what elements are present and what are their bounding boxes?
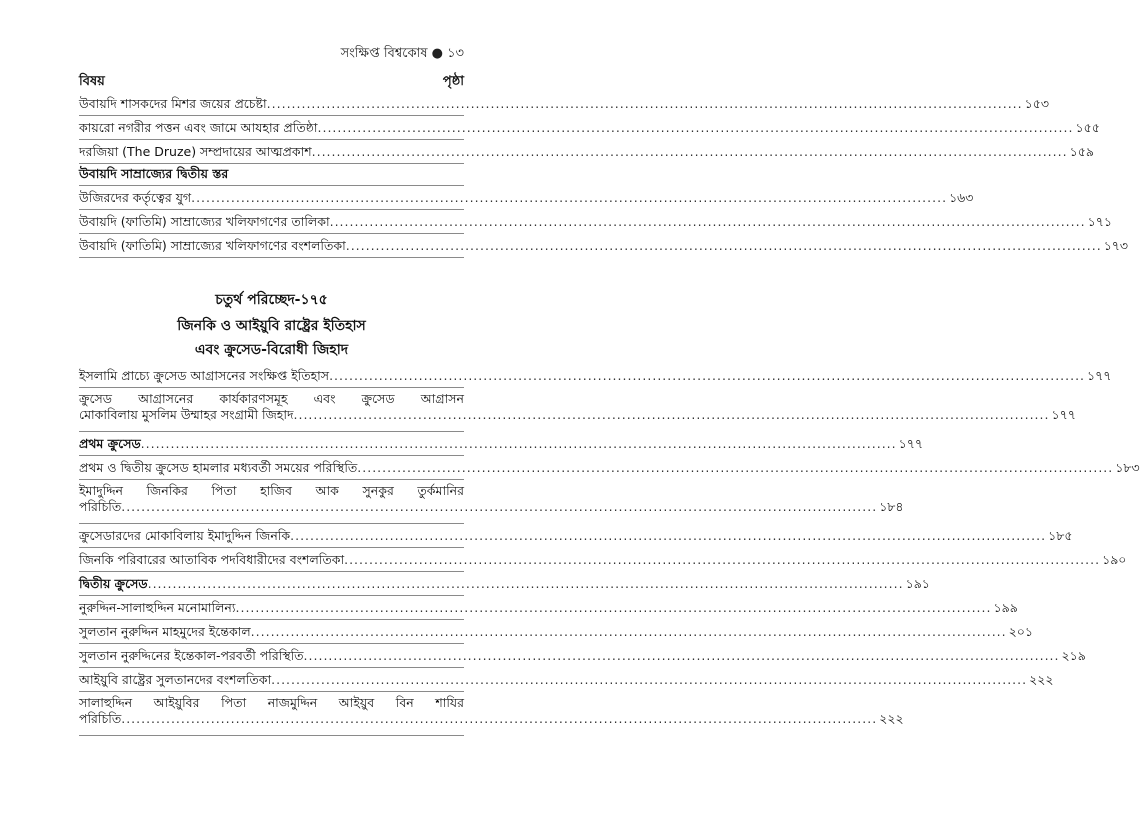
toc-row: [79, 524, 1073, 548]
toc-entry-title: ইসলামি প্রাচ্যে ক্রুসেড আগ্রাসনের সংক্ষিপ্ত ইতিহাস: [79, 368, 330, 383]
toc-entry-title: প্রথম ক্রুসেড: [79, 436, 141, 451]
subheading-row: [79, 164, 464, 186]
toc-row: [79, 620, 1034, 644]
toc-page-number: ১৫৫: [1075, 120, 1100, 135]
toc-header-page: পৃষ্ঠা: [442, 74, 464, 89]
leader-dots: ........................................................................................................................................................: [140, 436, 897, 451]
toc-entry-title: মোকাবিলায় মুসলিম উম্মাহর সংগ্রামী জিহাদ: [79, 407, 294, 422]
toc-row: [79, 548, 1127, 572]
leader-dots: ........................................................................................................................................................: [266, 96, 1023, 111]
toc-subheading: [79, 164, 464, 186]
toc-row: [79, 692, 904, 736]
toc-header-subject: বিষয়: [79, 74, 105, 89]
toc-row: [79, 92, 1049, 116]
toc-word: ক্রুসেড: [79, 391, 112, 406]
toc-entry-title: ক্রুসেডারদের মোকাবিলায় ইমাদুদ্দিন জিনকি: [79, 528, 291, 543]
leader-dots: ........................................................................................................................................................: [303, 648, 1060, 663]
toc-entry-title: জিনকি পরিবারের আতাবিক পদবিধারীদের বংশলতিকা: [79, 552, 345, 567]
chapter-heading: [79, 288, 464, 360]
toc-word: এবং: [313, 391, 336, 406]
toc-page-number: ১৭৭: [1051, 407, 1076, 422]
toc-word: তুর্কমানির: [417, 483, 464, 498]
toc-page-number: ২১৯: [1061, 648, 1086, 663]
chapter-subtitle: এবং ক্রুসেড-বিরোধী জিহাদ: [194, 342, 349, 358]
toc-page-number: ১৮৩: [1115, 460, 1140, 475]
toc-entry-title: উজিরদের কর্তৃত্বের যুগ: [79, 190, 192, 205]
toc-entry-title: সুলতান নুরুদ্দিন মাহমুদের ইন্তেকাল: [79, 624, 251, 639]
toc-word: সালাহুদ্দিন: [79, 695, 133, 710]
toc-row: [79, 432, 923, 456]
toc-page-number: ১৯১: [905, 576, 930, 591]
toc-row: [79, 644, 1086, 668]
toc-entry-title: উবায়দি (ফাতিমি) সাম্রাজ্যের খলিফাগণের বংশলতিকা: [79, 238, 346, 253]
toc-word: ইমাদুদ্দিন: [79, 483, 123, 498]
leader-dots: ........................................................................................................................................................: [250, 624, 1007, 639]
leader-dots: ........................................................................................................................................................: [271, 672, 1028, 687]
toc-row: [79, 210, 1112, 234]
toc-page-number: ১৮৫: [1048, 528, 1073, 543]
leader-dots: ........................................................................................................................................................: [293, 407, 1050, 422]
toc-entry-title: দ্বিতীয় ক্রুসেড: [79, 576, 148, 591]
toc-row: [79, 456, 1140, 480]
toc-page-number: ১৮৪: [879, 499, 904, 514]
subheading-text: উবায়দি সাম্রাজ্যের দ্বিতীয় স্তর: [79, 166, 229, 181]
toc-row-line1: [79, 695, 464, 711]
toc-word: আগ্রাসনের: [138, 391, 194, 406]
toc-page-number: ১৭৭: [1087, 368, 1112, 383]
leader-dots: ........................................................................................................................................................: [357, 460, 1114, 475]
toc-word: হাজিব: [260, 483, 293, 498]
leader-dots: ........................................................................................................................................................: [290, 528, 1047, 543]
leader-dots: ........................................................................................................................................................: [317, 120, 1074, 135]
toc-word: আইয়ুব: [338, 695, 375, 710]
leader-dots: ........................................................................................................................................................: [147, 576, 904, 591]
toc-page-number: ১৫৩: [1024, 96, 1049, 111]
leader-dots: ........................................................................................................................................................: [329, 368, 1086, 383]
toc-header: [79, 72, 464, 90]
running-head: সংক্ষিপ্ত বিশ্বকোষ ● ১৩: [340, 46, 464, 61]
toc-page-number: ১৭৭: [898, 436, 923, 451]
toc-page-number: ১৭৩: [1103, 238, 1129, 253]
toc-section-1: [79, 92, 1100, 164]
toc-word: আইয়ুবির: [153, 695, 200, 710]
toc-row: [79, 596, 1018, 620]
toc-row-line1: [79, 483, 464, 499]
toc-page-number: ২০১: [1008, 624, 1034, 639]
toc-word: আগ্রাসন: [420, 391, 464, 406]
chapter-number: চতুর্থ পরিচ্ছেদ-১৭৫: [215, 292, 328, 308]
leader-dots: ........................................................................................................................................................: [311, 144, 1068, 159]
toc-page-number: ১৭১: [1087, 214, 1112, 229]
leader-dots: ........................................................................................................................................................: [329, 214, 1086, 229]
toc-entry-title: উবায়দি (ফাতিমি) সাম্রাজ্যের খলিফাগণের তালিকা: [79, 214, 330, 229]
chapter-title: জিনকি ও আইয়ুবি রাষ্ট্রের ইতিহাস: [177, 318, 366, 334]
toc-word: বিন: [395, 695, 414, 710]
toc-page-number: ২২২: [1029, 672, 1054, 687]
toc-word: কার্যকারণসমূহ: [219, 391, 288, 406]
leader-dots: ........................................................................................................................................................: [235, 600, 992, 615]
toc-page-number: ১৯০: [1102, 552, 1127, 567]
toc-word: শাযির: [435, 695, 464, 710]
toc-section-3: [79, 364, 1140, 736]
toc-row: [79, 186, 974, 210]
toc-entry-title: পরিচিতি: [79, 499, 122, 514]
leader-dots: ........................................................................................................................................................: [344, 552, 1101, 567]
toc-entry-title: প্রথম ও দ্বিতীয় ক্রুসেড হামলার মধ্যবর্তী সময়ের পরিস্থিতি: [79, 460, 358, 475]
toc-word: আক: [315, 483, 339, 498]
toc-row: [79, 668, 1054, 692]
toc-word: সুনকুর: [362, 483, 394, 498]
toc-word: পিতা: [211, 483, 237, 498]
leader-dots: ........................................................................................................................................................: [345, 238, 1102, 253]
toc-row: [79, 480, 904, 524]
toc-word: পিতা: [221, 695, 247, 710]
toc-entry-title: নুরুদ্দিন-সালাহুদ্দিন মনোমালিন্য: [79, 600, 236, 615]
toc-word: ক্রুসেড: [361, 391, 395, 406]
toc-row-line2: [79, 499, 904, 515]
toc-word: নাজমুদ্দিন: [267, 695, 318, 710]
toc-entry-title: কায়রো নগরীর পত্তন এবং জামে আযহার প্রতিষ্ঠা: [79, 120, 318, 135]
leader-dots: ........................................................................................................................................................: [121, 711, 878, 726]
toc-page-number: ২২২: [879, 711, 904, 726]
toc-word: জিনকির: [146, 483, 188, 498]
toc-entry-title: উবায়দি শাসকদের মিশর জয়ের প্রচেষ্টা: [79, 96, 267, 111]
toc-row: [79, 140, 1094, 164]
toc-page-number: ১৯৯: [993, 600, 1018, 615]
toc-row: [79, 234, 1129, 258]
toc-row: [79, 364, 1112, 388]
toc-page-number: ১৫৯: [1069, 144, 1094, 159]
toc-row: [79, 572, 930, 596]
toc-section-2: [79, 186, 1129, 258]
toc-row-line1: [79, 391, 464, 407]
toc-row-line2: [79, 407, 1076, 423]
toc-entry-title: আইয়ুবি রাষ্ট্রের সুলতানদের বংশলতিকা: [79, 672, 272, 687]
toc-entry-title: দরজিয়া (The Druze) সম্প্রদায়ের আত্মপ্রকাশ: [79, 144, 312, 159]
toc-page-number: ১৬৩: [949, 190, 974, 205]
toc-row: [79, 388, 1076, 432]
toc-row: [79, 116, 1100, 140]
leader-dots: ........................................................................................................................................................: [191, 190, 948, 205]
toc-row-line2: [79, 711, 904, 727]
toc-entry-title: সুলতান নুরুদ্দিনের ইন্তেকাল-পরবর্তী পরিস্থিতি: [79, 648, 304, 663]
toc-entry-title: পরিচিতি: [79, 711, 122, 726]
leader-dots: ........................................................................................................................................................: [121, 499, 878, 514]
